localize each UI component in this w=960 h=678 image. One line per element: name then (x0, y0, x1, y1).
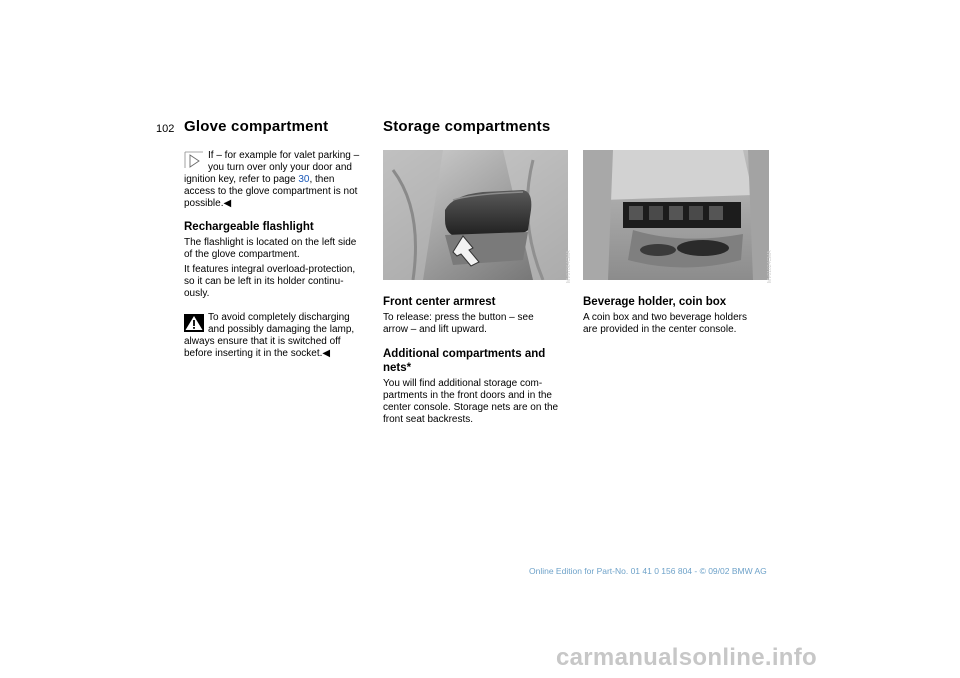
warning-triangle-icon (184, 314, 204, 332)
photo-code: MV07064CMA (566, 250, 572, 283)
page-30-link[interactable]: 30 (298, 174, 310, 185)
note-line-3-text: ignition key, refer to page (184, 174, 299, 185)
note-line-3 (184, 174, 334, 187)
note-line-4: access to the glove compartment is not (184, 186, 358, 197)
warning-line-1: To avoid completely discharging (208, 312, 350, 323)
footer-online-edition: Online Edition for Part-No. 01 41 0 156 804 - © 09/02 BMW AG (529, 566, 767, 576)
flashlight-text: The flashlight is located on the left side (184, 237, 357, 248)
note-line-2: you turn over only your door and (208, 162, 352, 173)
warning-line-3: always ensure that it is switched off (184, 336, 341, 347)
armrest-photo (383, 150, 568, 280)
additional-text: partments in the front doors and in the (383, 390, 552, 401)
section-title-glove-compartment: Glove compartment (184, 118, 329, 135)
heading-additional-compartments-2: nets* (383, 362, 412, 374)
additional-text: You will find additional storage com- (383, 378, 543, 389)
heading-additional-compartments: Additional compartments and (383, 348, 546, 360)
heading-rechargeable-flashlight: Rechargeable flashlight (184, 221, 314, 233)
warning-line-2: and possibly damaging the lamp, (208, 324, 355, 335)
armrest-text: arrow – and lift upward. (383, 324, 487, 335)
watermark: carmanualsonline.info (556, 644, 818, 671)
page-number: 102 (156, 123, 175, 135)
beverage-text: are provided in the center console. (583, 324, 737, 335)
heading-beverage-holder: Beverage holder, coin box (583, 296, 727, 308)
section-title-storage-compartments: Storage compartments (383, 118, 551, 135)
photo-code: MV01024CMA (767, 250, 773, 283)
note-line-1: If – for example for valet parking – (208, 150, 360, 161)
note-line-3-post: , then (309, 174, 335, 185)
warning-line-4: before inserting it in the socket.◀ (184, 348, 331, 359)
note-line-5: possible.◀ (184, 198, 232, 209)
additional-text: center console. Storage nets are on the (383, 402, 559, 413)
flashlight-text: of the glove compartment. (184, 249, 300, 260)
additional-text: front seat backrests. (383, 414, 474, 425)
heading-front-center-armrest: Front center armrest (383, 296, 496, 308)
info-arrow-icon (184, 151, 204, 169)
beverage-holder-photo (583, 150, 769, 280)
beverage-text: A coin box and two beverage holders (583, 312, 747, 323)
flashlight-text: ously. (184, 288, 210, 299)
flashlight-text: It features integral overload-protection, (184, 264, 356, 275)
flashlight-text: so it can be left in its holder continu- (184, 276, 344, 287)
armrest-text: To release: press the button – see (383, 312, 534, 323)
